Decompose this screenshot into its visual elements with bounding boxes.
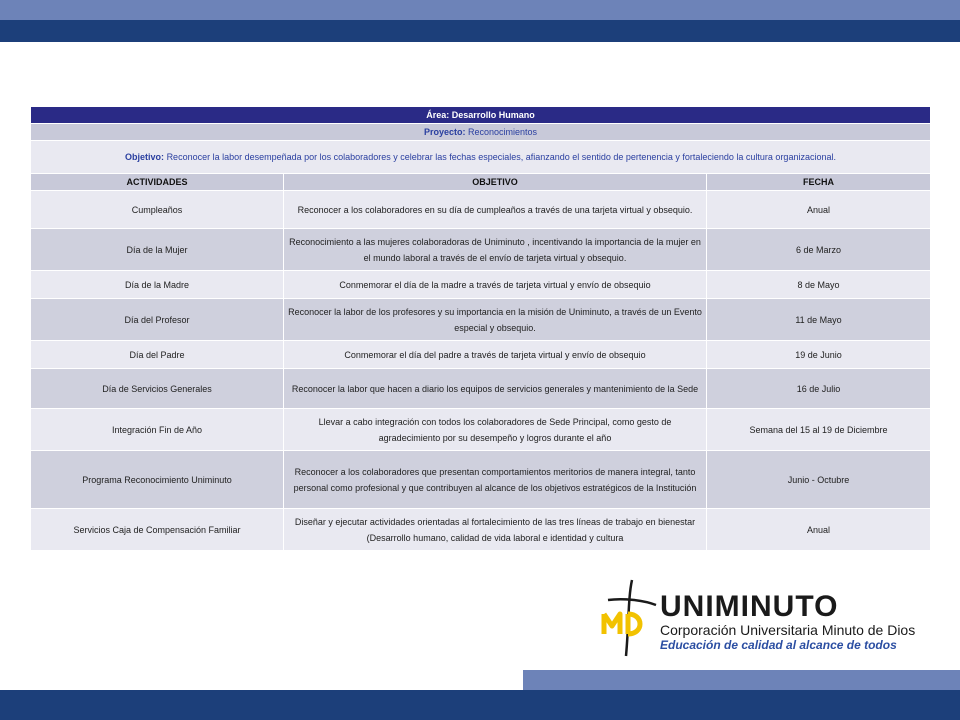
objective-cell: Reconocer a los colaboradores que presentan comportamientos meritorios de manera integral, tanto personal como profesional y que contribuyen al alcance de los objetivos estratégicos de la Institución bbox=[284, 451, 707, 509]
table-row bbox=[31, 409, 931, 451]
md-cross-logo-icon bbox=[598, 578, 658, 658]
date-cell: 8 de Mayo bbox=[707, 271, 931, 299]
date-cell: 6 de Marzo bbox=[707, 229, 931, 271]
date-cell: Junio - Octubre bbox=[707, 451, 931, 509]
table-row bbox=[31, 191, 931, 229]
objective-cell: Diseñar y ejecutar actividades orientadas al fortalecimiento de las tres líneas de trabajo en bienestar (Desarrollo humano, calidad de vida laboral e identidad y cultura bbox=[284, 509, 707, 551]
objective-cell: Conmemorar el día del padre a través de tarjeta virtual y envío de obsequio bbox=[284, 341, 707, 369]
activity-cell: Día de Servicios Generales bbox=[31, 369, 284, 409]
table-row bbox=[31, 451, 931, 509]
table-row bbox=[31, 509, 931, 551]
logo-subtitle: Corporación Universitaria Minuto de Dios bbox=[660, 622, 916, 638]
objective-value: Reconocer la labor desempeñada por los colaboradores y celebrar las fechas especiales, afianzando el sentido de pertenencia y fortaleciendo la cultura organizacional. bbox=[166, 152, 836, 162]
table-row bbox=[31, 271, 931, 299]
table-row bbox=[31, 299, 931, 341]
table-row bbox=[31, 369, 931, 409]
objective-cell bbox=[31, 141, 931, 174]
date-cell: Anual bbox=[707, 191, 931, 229]
uniminuto-logo bbox=[598, 578, 928, 658]
svg-text:MD: MD bbox=[600, 656, 602, 657]
date-cell: Semana del 15 al 19 de Diciembre bbox=[707, 409, 931, 451]
activity-cell: Integración Fin de Año bbox=[31, 409, 284, 451]
activity-cell: Día de la Mujer bbox=[31, 229, 284, 271]
area-title: Área: Desarrollo Humano bbox=[31, 107, 931, 124]
project-cell bbox=[31, 124, 931, 141]
objective-cell: Reconocer la labor que hacen a diario los equipos de servicios generales y mantenimiento de la Sede bbox=[284, 369, 707, 409]
activity-cell: Día del Padre bbox=[31, 341, 284, 369]
objective-cell: Conmemorar el día de la madre a través de tarjeta virtual y envío de obsequio bbox=[284, 271, 707, 299]
top-band-dark bbox=[0, 20, 960, 42]
project-row bbox=[31, 124, 931, 141]
header-activities: ACTIVIDADES bbox=[31, 174, 284, 191]
header-date: FECHA bbox=[707, 174, 931, 191]
objective-label: Objetivo: bbox=[125, 152, 165, 162]
logo-tagline: Educación de calidad al alcance de todos bbox=[660, 638, 897, 652]
activity-cell: Programa Reconocimiento Uniminuto bbox=[31, 451, 284, 509]
activity-cell: Día de la Madre bbox=[31, 271, 284, 299]
activity-cell: Cumpleaños bbox=[31, 191, 284, 229]
objective-row bbox=[31, 141, 931, 174]
table-row bbox=[31, 229, 931, 271]
activity-cell: Servicios Caja de Compensación Familiar bbox=[31, 509, 284, 551]
objective-cell: Reconocer la labor de los profesores y su importancia en la misión de Uniminuto, a través de un Evento especial y obsequio. bbox=[284, 299, 707, 341]
date-cell: 11 de Mayo bbox=[707, 299, 931, 341]
bottom-band-light bbox=[523, 670, 960, 690]
activity-cell: Día del Profesor bbox=[31, 299, 284, 341]
objective-cell: Reconocer a los colaboradores en su día de cumpleaños a través de una tarjeta virtual y obsequio. bbox=[284, 191, 707, 229]
bottom-band-dark bbox=[0, 690, 960, 720]
project-label: Proyecto: bbox=[423, 127, 466, 137]
area-row bbox=[31, 107, 931, 124]
objective-cell: Llevar a cabo integración con todos los colaboradores de Sede Principal, como gesto de agradecimiento por su desempeño y logros durante el año bbox=[284, 409, 707, 451]
objective-cell: Reconocimiento a las mujeres colaboradoras de Uniminuto , incentivando la importancia de la mujer en el mundo laboral a través de el envío de tarjeta virtual y obsequio. bbox=[284, 229, 707, 271]
date-cell: 19 de Junio bbox=[707, 341, 931, 369]
header-objective: OBJETIVO bbox=[284, 174, 707, 191]
table-row bbox=[31, 341, 931, 369]
column-header-row bbox=[31, 174, 931, 191]
date-cell: 16 de Julio bbox=[707, 369, 931, 409]
top-band-light bbox=[0, 0, 960, 20]
activities-table bbox=[30, 106, 931, 551]
logo-title: UNIMINUTO bbox=[660, 590, 839, 623]
date-cell: Anual bbox=[707, 509, 931, 551]
project-value: Reconocimientos bbox=[468, 127, 538, 137]
